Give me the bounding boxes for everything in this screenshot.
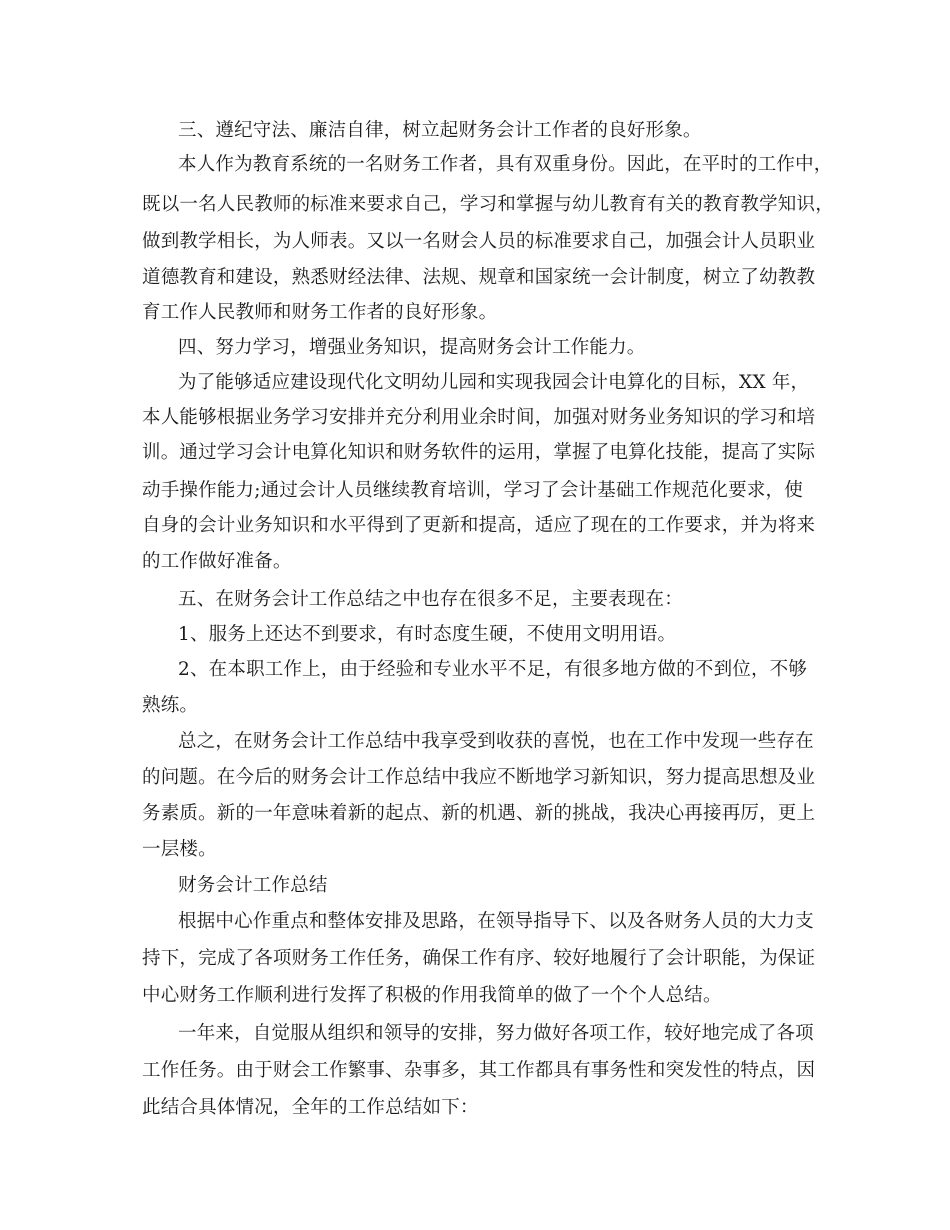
paragraph-line: 道德教育和建设，熟悉财经法律、法规、规章和国家统一会计制度，树立了幼教教 (142, 267, 816, 288)
paragraph-line: 熟练。 (142, 695, 199, 716)
paragraph-line: 一年来，自觉服从组织和领导的安排，努力做好各项工作，较好地完成了各项 (178, 1023, 814, 1044)
list-item: 1、服务上还达不到要求，有时态度生硬，不使用文明用语。 (178, 624, 677, 645)
section-heading-4: 四、努力学习，增强业务知识，提高财务会计工作能力。 (178, 337, 646, 358)
paragraph-line: 动手操作能力;通过会计人员继续教育培训，学习了会计基础工作规范化要求，使 (142, 480, 803, 501)
paragraph-line: 的问题。在今后的财务会计工作总结中我应不断地学习新知识，努力提高思想及业 (142, 767, 816, 788)
paragraph-line: 中心财务工作顺利进行发挥了积极的作用我简单的做了一个个人总结。 (142, 985, 722, 1006)
section-heading-3: 三、遵纪守法、廉洁自律，树立起财务会计工作者的良好形象。 (178, 120, 702, 141)
paragraph-line: 持下，完成了各项财务工作任务，确保工作有序、较好地履行了会计职能，为保证 (142, 948, 816, 969)
paragraph-line: 做到教学相长，为人师表。又以一名财会人员的标准要求自己，加强会计人员职业 (142, 231, 816, 252)
paragraph-line: 一层楼。 (142, 839, 217, 860)
paragraph-line: 工作任务。由于财会工作繁事、杂事多，其工作都具有事务性和突发性的特点，因 (142, 1060, 816, 1081)
paragraph-line: 既以一名人民教师的标准来要求自己，学习和掌握与幼儿教育有关的教育教学知识， (142, 194, 834, 215)
paragraph-line: 育工作人民教师和财务工作者的良好形象。 (142, 302, 498, 323)
paragraph-line: 自身的会计业务知识和水平得到了更新和提高，适应了现在的工作要求，并为将来 (142, 515, 816, 536)
section-heading-5: 五、在财务会计工作总结之中也存在很多不足，主要表现在： (178, 589, 683, 610)
paragraph-line: 总之，在财务会计工作总结中我享受到收获的喜悦，也在工作中发现一些存在 (178, 731, 814, 752)
paragraph-line: 此结合具体情况，全年的工作总结如下： (142, 1097, 479, 1118)
paragraph-line: 的工作做好准备。 (142, 551, 292, 572)
paragraph-line: 根据中心作重点和整体安排及思路，在领导指导下、以及各财务人员的大力支 (178, 911, 814, 932)
paragraph-line: 本人能够根据业务学习安排并充分利用业余时间，加强对财务业务知识的学习和培 (142, 407, 816, 428)
paragraph-line: 训。通过学习会计电算化知识和财务软件的运用，掌握了电算化技能，提高了实际 (142, 442, 816, 463)
paragraph-line: 务素质。新的一年意味着新的起点、新的机遇、新的挑战，我决心再接再厉，更上 (142, 803, 816, 824)
section-title: 财务会计工作总结 (178, 875, 328, 896)
paragraph-line: 为了能够适应建设现代化文明幼儿园和实现我园会计电算化的目标，XX 年， (178, 372, 810, 393)
list-item: 2、在本职工作上，由于经验和专业水平不足，有很多地方做的不到位，不够 (178, 659, 808, 680)
paragraph-line: 本人作为教育系统的一名财务工作者，具有双重身份。因此，在平时的工作中， (178, 154, 833, 175)
